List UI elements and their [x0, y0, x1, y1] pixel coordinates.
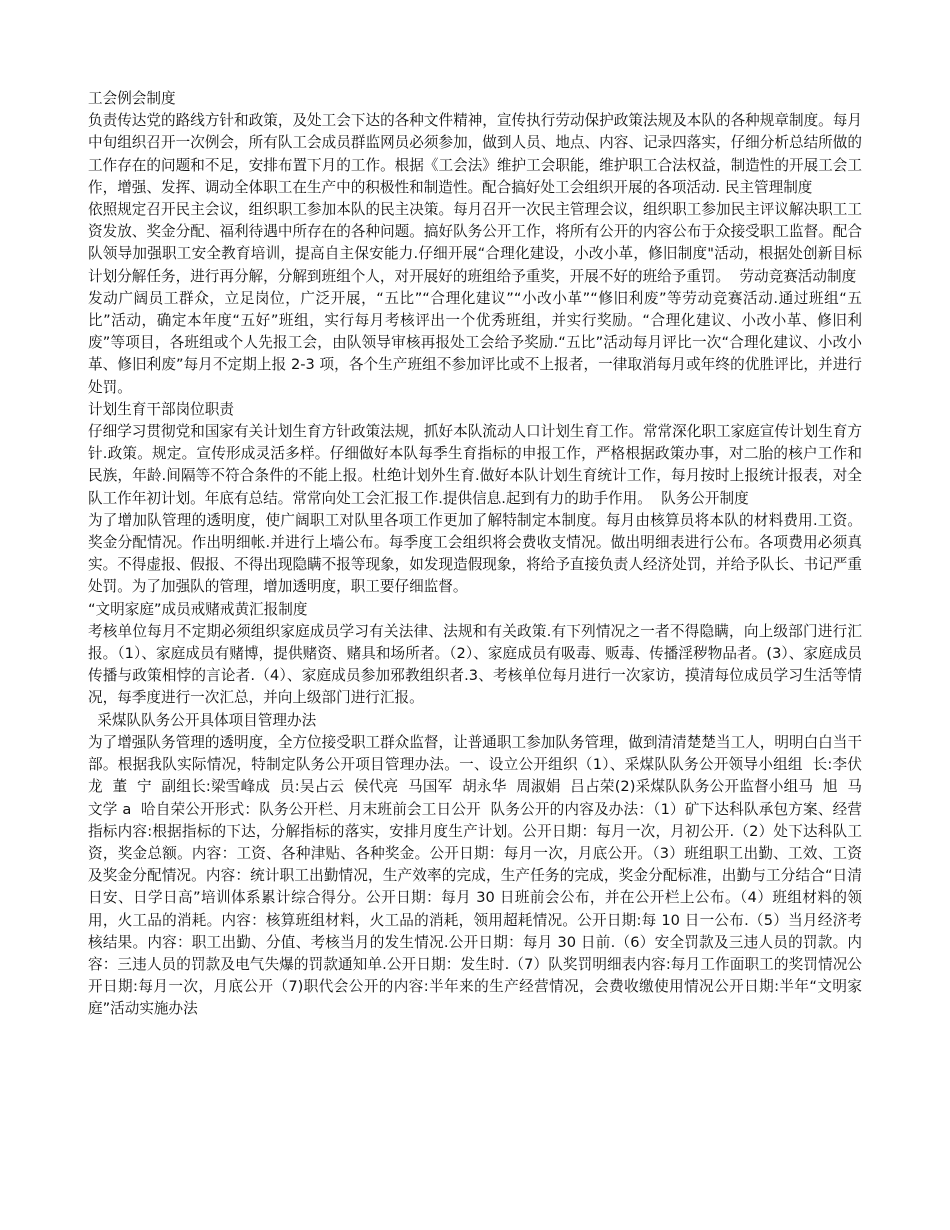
document-body: [88, 88, 862, 1021]
paragraph-union-meeting-system: 负责传达党的路线方针和政策，及处工会下达的各种文件精神，宣传执行劳动保护政策法规及本队的各种规章制度。每月中旬组织召开一次例会，所有队工会成员群监网员必须参加，做到人员、地点、内容、记录四落实，仔细分析总结所做的工作存在的问题和不足，安排布置下月的工作。根据《工会法》维护工会职能，维护职工合法权益，制造性的开展工会工作，增强、发挥、调动全体职工在生产中的积极性和制造性。配合搞好处工会组织开展的各项活动. 民主管理制度: [88, 112, 862, 196]
heading-civilized-family-report: “文明家庭”成员戒赌戒黄汇报制度: [88, 600, 308, 618]
heading-family-planning-duties: 计划生育干部岗位职责: [88, 400, 234, 418]
paragraph-team-affairs-disclosure: 为了增加队管理的透明度，使广阔职工对队里各项工作更加了解特制定本制度。每月由核算员将本队的材料费用.工资。奖金分配情况。作出明细帐.并进行上墙公布。每季度工会组织将会费收支情况。做出明细表进行公布。各项费用必须真实。不得虚报、假报、不得出现隐瞒不报等现象，如发现造假现象，将给予直接负责人经济处罚，并给予队长、书记严重处罚。为了加强队的管理，增加透明度，职工要仔细监督。: [88, 511, 862, 596]
paragraph-family-planning-duties: 仔细学习贯彻党和国家有关计划生育方针政策法规，抓好本队流动人口计划生育工作。常常深化职工家庭宣传计划生育方针.政策。规定。宣传形成灵活多样。仔细做好本队每季生育指标的申报工作，严格根据政策办事，对二胎的核户工作和民族，年龄.间隔等不符合条件的不能上报。杜绝计划外生育.做好本队计划生育统计工作，每月按时上报统计报表，对全队工作年初计划。年底有总结。常常向处工会汇报工作.提供信息.起到有力的助手作用。 队务公开制度: [88, 423, 862, 507]
paragraph-democratic-management: 依照规定召开民主会议，组织职工参加本队的民主决策。每月召开一次民主管理会议，组织职工参加民主评议解决职工工资发放、奖金分配、福利待遇中所存在的各种问题。搞好队务公开工作，将所有公开的内容公布于众接受职工监督。配合队领导加强职工安全教育培训，提高自主保安能力.仔细开展“合理化建设，小改小革，修旧制度"活动，根据处创新目标计划分解任务，进行再分解，分解到班组个人，对开展好的班组给予重奖，开展不好的班给予重罚。 劳动竞赛活动制度: [88, 201, 862, 285]
paragraph-civilized-family-report: 考核单位每月不定期必须组织家庭成员学习有关法律、法规和有关政策.有下列情况之一者不得隐瞒，向上级部门进行汇报。（1）、家庭成员有赌博，提供赌资、赌具和场所者。（2）、家庭成员有吸毒、贩毒、传播淫秽物品者。(3）、家庭成员传播与政策相悖的言论者.（4）、家庭成员参加邪教组织者.3、考核单位每月进行一次家访，摸清每位成员学习生活等情况，每季度进行一次汇总，并向上级部门进行汇报。: [88, 622, 862, 707]
heading-union-meeting-system: 工会例会制度: [88, 90, 176, 107]
paragraph-labor-competition: 发动广阔员工群众，立足岗位，广泛开展，“五比”“合理化建议”“小改小革”“修旧利废”等劳动竞赛活动.通过班组“五比”活动，确定本年度“五好”班组，实行每月考核评出一个优秀班组，并实行奖励。“合理化建议、小改小革、修旧利废”等项目，各班组或个人先报工会，由队领导审核再报处工会给予奖励.“五比”活动每月评比一次“合理化建议、小改小革、修旧利废”每月不定期上报 2-3 项，各个生产班组不参加评比或不上报者，一律取消每月或年终的优胜评比，并进行处罚。: [88, 289, 862, 396]
heading-mining-team-disclosure: 采煤队队务公开具体项目管理办法: [88, 711, 317, 729]
paragraph-mining-team-disclosure: 为了增强队务管理的透明度，全方位接受职工群众监督，让普通职工参加队务管理，做到清清楚楚当工人，明明白白当干部。根据我队实际情况，特制定队务公开项目管理办法。一、设立公开组织（1）、采煤队队务公开领导小组组 长:李伏龙 董 宁 副组长:梁雪峰成 员:吴占云 侯代亮 马国军 胡永华 周淑娟 吕占荣(2)采煤队队务公开监督小组马 旭 马文学 a 哈自荣公开形式：队务公开栏、月末班前会工日公开 队务公开的内容及办法：（1）矿下达科队承包方案、经营指标内容:根据指标的下达，分解指标的落实，安排月度生产计划。公开日期：每月一次，月初公开.（2）处下达科队工资，奖金总额。内容：工资、各种津贴、各种奖金。公开日期：每月一次，月底公开。（3）班组职工出勤、工效、工资及奖金分配情况。内容：统计职工出勤情况，生产效率的完成，生产任务的完成，奖金分配标准，出勤与工分结合“日清日安、日学日高”培训体系累计综合得分。公开日期：每月 30 日班前会公布，并在公开栏上公布。（4）班组材料的领用，火工品的消耗。内容：核算班组材料，火工品的消耗，领用超耗情况。公开日期:每 10 日一公布.（5）当月经济考核结果。内容：职工出勤、分值、考核当月的发生情况.公开日期：每月 30 日前.（6）安全罚款及三违人员的罚款。内容：三违人员的罚款及电气失爆的罚款通知单.公开日期：发生时.（7）队奖罚明细表内容:每月工作面职工的奖罚情况公开日期:每月一次，月底公开（7)职代会公开的内容:半年来的生产经营情况，会费收缴使用情况公开日期:半年“文明家庭”活动实施办法: [88, 733, 862, 1018]
